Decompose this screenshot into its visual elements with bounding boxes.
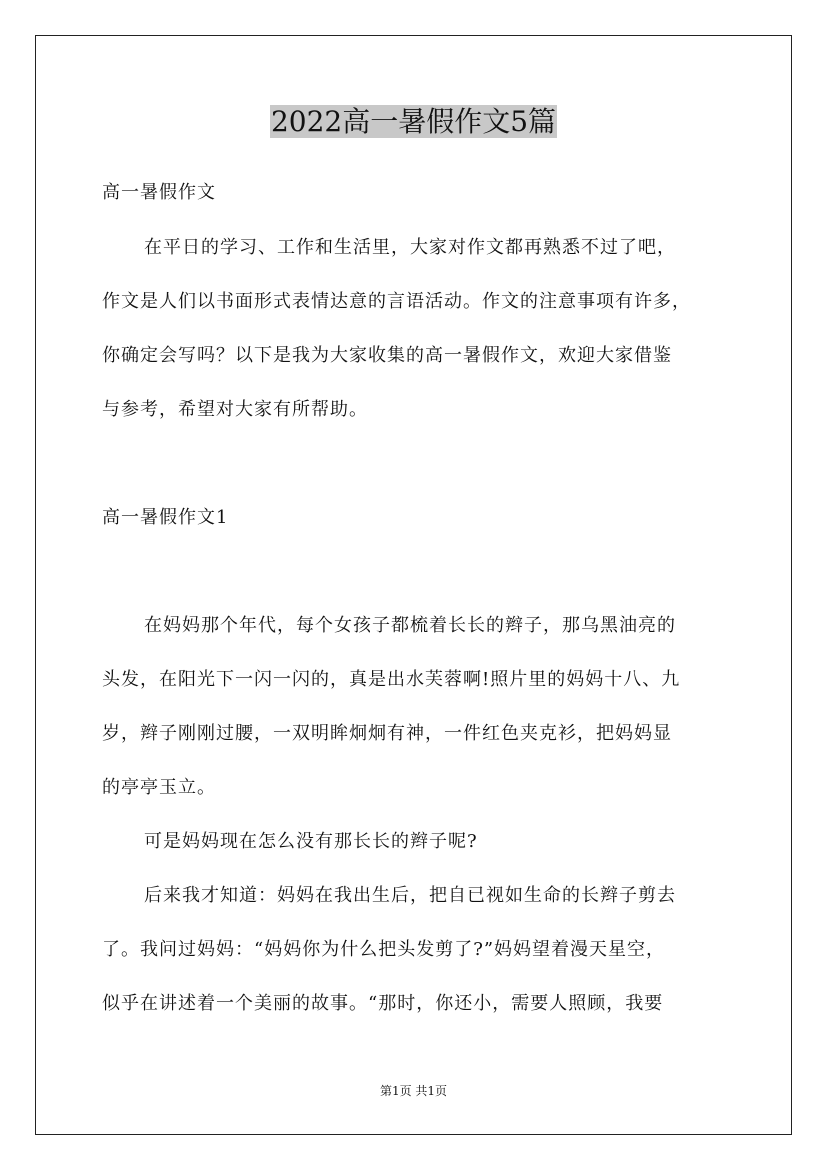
page-footer: 第1页 共1页	[379, 1084, 448, 1098]
intro-line-1: 在平日的学习、工作和生活里，大家对作文都再熟悉不过了吧，	[144, 237, 676, 258]
para1-line-4: 的亭亭玉立。	[102, 777, 216, 798]
document-title	[0, 100, 827, 144]
para3-line-3: 似乎在讲述着一个美丽的故事。“那时，你还小，需要人照顾，我要	[102, 993, 664, 1014]
para3-line-1: 后来我才知道：妈妈在我出生后，把自已视如生命的长辫子剪去	[144, 885, 676, 906]
essay1-heading: 高一暑假作文1	[102, 507, 229, 528]
para1-line-2: 头发，在阳光下一闪一闪的，真是出水芙蓉啊!照片里的妈妈十八、九	[102, 669, 681, 690]
para2-line-1: 可是妈妈现在怎么没有那长长的辫子呢?	[144, 831, 478, 852]
para1-line-3: 岁，辫子刚刚过腰，一双明眸炯炯有神，一件红色夹克衫，把妈妈显	[102, 723, 672, 744]
intro-heading: 高一暑假作文	[102, 182, 216, 203]
intro-line-2: 作文是人们以书面形式表情达意的言语活动。作文的注意事项有许多，	[102, 291, 691, 312]
para1-line-1: 在妈妈那个年代，每个女孩子都梳着长长的辫子，那乌黑油亮的	[144, 615, 676, 636]
para3-line-2: 了。我问过妈妈：“妈妈你为什么把头发剪了?”妈妈望着漫天星空，	[102, 939, 666, 960]
intro-line-4: 与参考，希望对大家有所帮助。	[102, 399, 368, 420]
intro-line-3: 你确定会写吗？以下是我为大家收集的高一暑假作文，欢迎大家借鉴	[102, 345, 672, 366]
document-title-text: 2022高一暑假作文5篇	[270, 105, 557, 138]
